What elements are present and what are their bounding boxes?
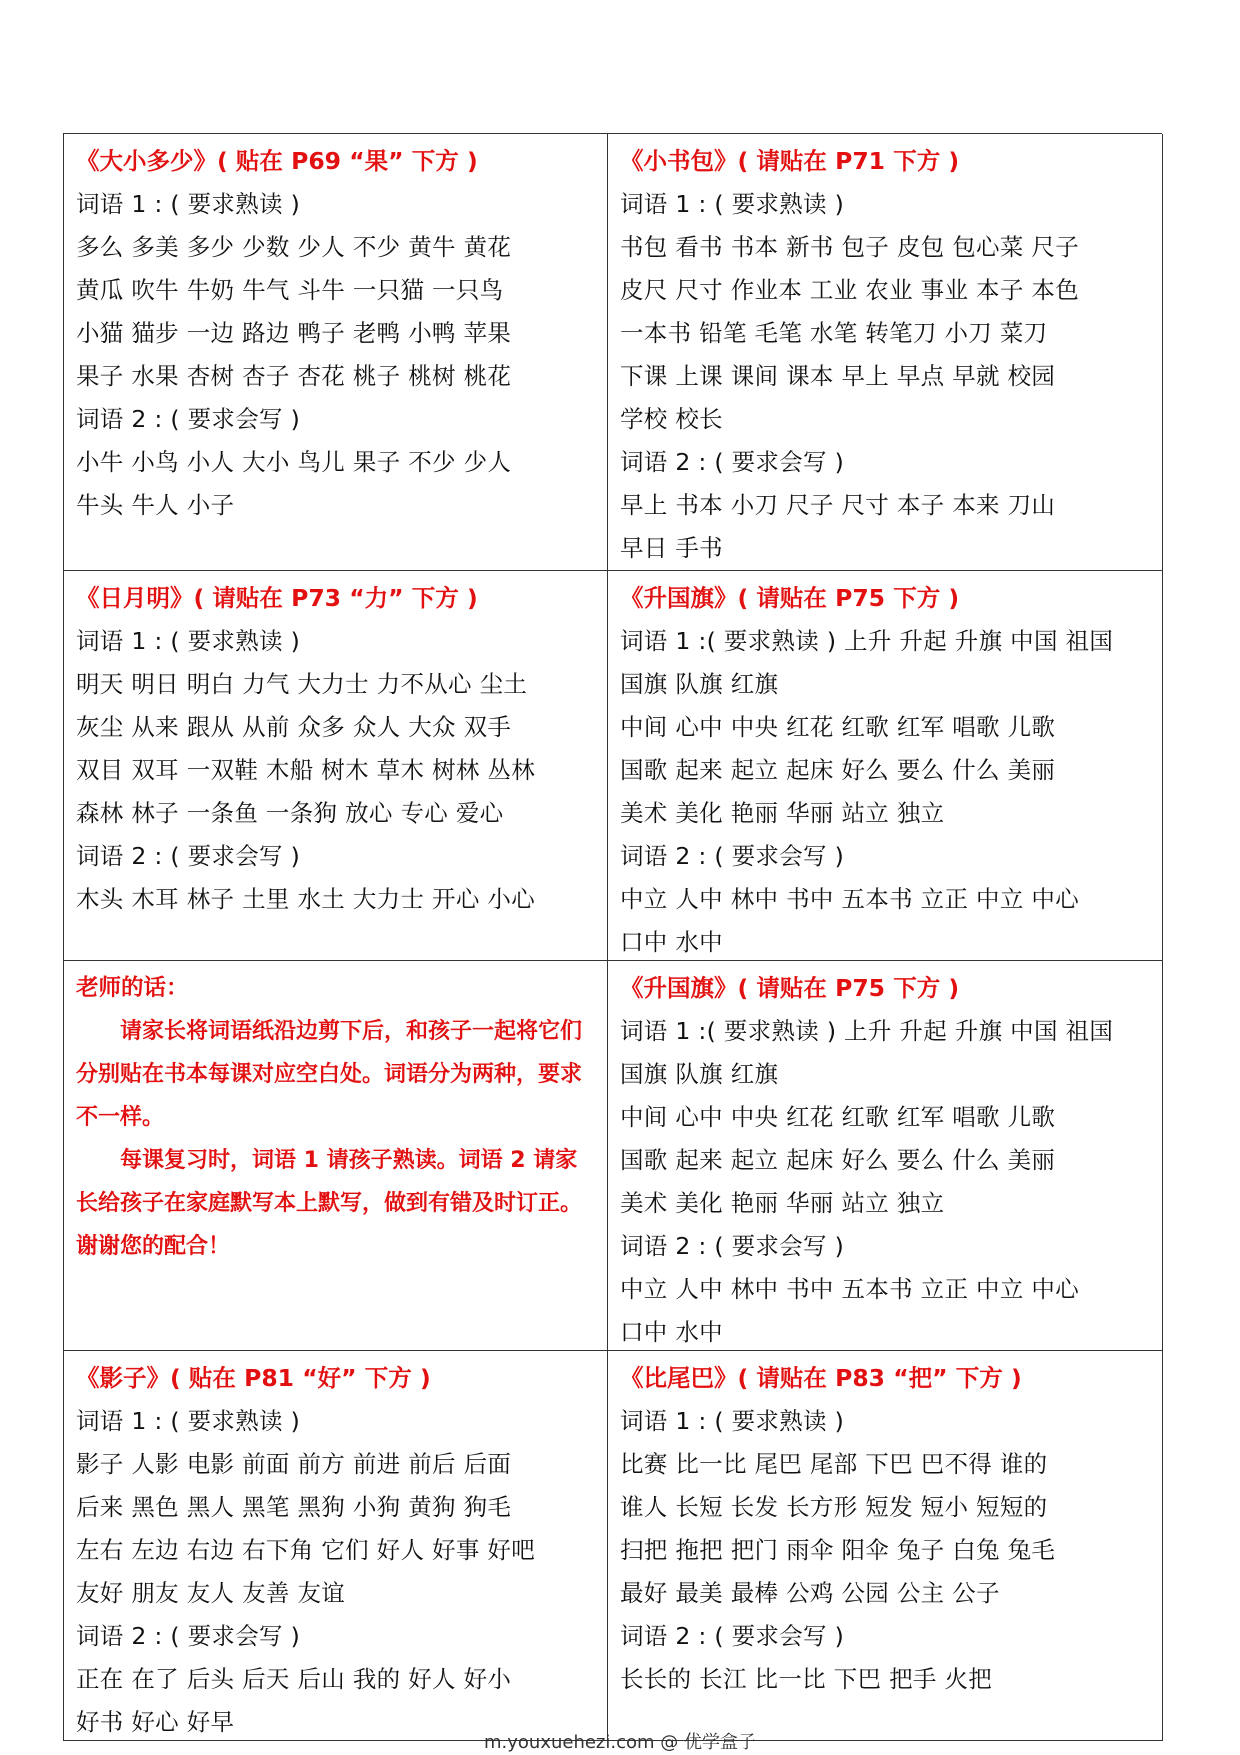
word-line: 美术 美化 艳丽 华丽 站立 独立 [620,799,945,827]
word-line: 词语 1 : ( 要求熟读 ) [76,627,301,655]
word-line: 早上 书本 小刀 尺子 尺寸 本子 本来 刀山 [620,491,1056,519]
word-line: 国旗 队旗 红旗 [620,1060,779,1088]
word-line: 中间 心中 中央 红花 红歌 红军 唱歌 儿歌 [620,1103,1056,1131]
lesson-title: 《升国旗》( 请贴在 P75 下方 ) [620,974,960,1002]
word-line: 早日 手书 [620,534,723,562]
cell-bi-wei-ba [608,1351,1163,1741]
footer-watermark: m.youxuehezi.com @ 优学盒子 [483,1732,756,1753]
word-line: 国旗 队旗 红旗 [620,670,779,698]
word-line: 词语 1 : ( 要求熟读 ) [76,190,301,218]
word-line: 扫把 拖把 把门 雨伞 阳伞 兔子 白兔 兔毛 [620,1536,1056,1564]
word-line: 国歌 起来 起立 起床 好么 要么 什么 美丽 [620,1146,1056,1174]
word-line: 词语 2 : ( 要求会写 ) [76,405,301,433]
word-line: 牛头 牛人 小子 [76,491,235,519]
word-line: 词语 1 :( 要求熟读 ) 上升 升起 升旗 中国 祖国 [620,1017,1114,1045]
word-line: 词语 2 : ( 要求会写 ) [620,842,845,870]
word-line: 最好 最美 最棒 公鸡 公园 公主 公子 [620,1579,1000,1607]
teacher-note-title: 老师的话： [76,975,189,1001]
word-line: 词语 2 : ( 要求会写 ) [620,1232,845,1260]
word-line: 影子 人影 电影 前面 前方 前进 前后 后面 [76,1450,512,1478]
word-line: 小猫 猫步 一边 路边 鸭子 老鸭 小鸭 苹果 [76,319,512,347]
word-line: 词语 2 : ( 要求会写 ) [76,842,301,870]
teacher-note-paragraph: 每课复习时，词语 1 请孩子熟读。词语 2 请家长给孩子在家庭默写本上默写，做到有错及时订正。谢谢您的配合！ [76,1148,583,1259]
vocabulary-table [63,133,1162,1741]
word-line: 学校 校长 [620,405,723,433]
word-line: 词语 2 : ( 要求会写 ) [620,448,845,476]
word-line: 左右 左边 右边 右下角 它们 好人 好事 好吧 [76,1536,535,1564]
word-line: 谁人 长短 长发 长方形 短发 短小 短短的 [620,1493,1048,1521]
word-line: 词语 2 : ( 要求会写 ) [620,1622,845,1650]
word-line: 木头 木耳 林子 土里 水土 大力士 开心 小心 [76,885,535,913]
word-line: 词语 1 : ( 要求熟读 ) [620,1407,845,1435]
word-line: 中间 心中 中央 红花 红歌 红军 唱歌 儿歌 [620,713,1056,741]
lesson-title: 《比尾巴》( 请贴在 P83 “把” 下方 ) [620,1364,1022,1392]
lesson-title: 《日月明》( 请贴在 P73 “力” 下方 ) [76,584,478,612]
word-line: 词语 1 : ( 要求熟读 ) [76,1407,301,1435]
word-line: 长长的 长江 比一比 下巴 把手 火把 [620,1665,993,1693]
word-line: 一本书 铅笔 毛笔 水笔 转笔刀 小刀 菜刀 [620,319,1048,347]
word-line: 灰尘 从来 跟从 从前 众多 众人 大众 双手 [76,713,512,741]
lesson-title: 《小书包》( 请贴在 P71 下方 ) [620,147,960,175]
word-line: 双目 双耳 一双鞋 木船 树木 草木 树林 丛林 [76,756,535,784]
word-line: 明天 明日 明白 力气 大力士 力不从心 尘土 [76,670,528,698]
word-line: 国歌 起来 起立 起床 好么 要么 什么 美丽 [620,756,1056,784]
word-line: 中立 人中 林中 书中 五本书 立正 中立 中心 [620,1275,1079,1303]
word-line: 果子 水果 杏树 杏子 杏花 桃子 桃树 桃花 [76,362,512,390]
word-line: 友好 朋友 友人 友善 友谊 [76,1579,346,1607]
lesson-title: 《影子》( 贴在 P81 “好” 下方 ) [76,1364,431,1392]
word-line: 正在 在了 后头 后天 后山 我的 好人 好小 [76,1665,512,1693]
word-line: 后来 黑色 黑人 黑笔 黑狗 小狗 黄狗 狗毛 [76,1493,512,1521]
cell-da-xiao-duo-shao [64,134,608,571]
word-line: 小牛 小鸟 小人 大小 鸟儿 果子 不少 少人 [76,448,512,476]
word-line: 好书 好心 好早 [76,1708,235,1736]
teacher-note-paragraph: 请家长将词语纸沿边剪下后，和孩子一起将它们分别贴在书本每课对应空白处。词语分为两种，要求不一样。 [76,1019,583,1130]
cell-sheng-guo-qi-repeat [608,961,1163,1351]
word-line: 多么 多美 多少 少数 少人 不少 黄牛 黄花 [76,233,512,261]
cell-teacher-note [64,961,608,1351]
word-line: 书包 看书 书本 新书 包子 皮包 包心菜 尺子 [620,233,1079,261]
word-line: 词语 1 : ( 要求熟读 ) [620,190,845,218]
cell-ri-yue-ming [64,571,608,961]
word-line: 美术 美化 艳丽 华丽 站立 独立 [620,1189,945,1217]
word-line: 森林 林子 一条鱼 一条狗 放心 专心 爱心 [76,799,504,827]
word-line: 中立 人中 林中 书中 五本书 立正 中立 中心 [620,885,1079,913]
word-line: 皮尺 尺寸 作业本 工业 农业 事业 本子 本色 [620,276,1079,304]
word-line: 黄瓜 吹牛 牛奶 牛气 斗牛 一只猫 一只鸟 [76,276,504,304]
word-line: 口中 水中 [620,928,723,956]
word-line: 词语 1 :( 要求熟读 ) 上升 升起 升旗 中国 祖国 [620,627,1114,655]
cell-sheng-guo-qi [608,571,1163,961]
word-line: 比赛 比一比 尾巴 尾部 下巴 巴不得 谁的 [620,1450,1048,1478]
word-line: 下课 上课 课间 课本 早上 早点 早就 校园 [620,362,1056,390]
lesson-title: 《升国旗》( 请贴在 P75 下方 ) [620,584,960,612]
lesson-title: 《大小多少》( 贴在 P69 “果” 下方 ) [76,147,478,175]
cell-xiao-shu-bao [608,134,1163,571]
word-line: 口中 水中 [620,1318,723,1346]
word-line: 词语 2 : ( 要求会写 ) [76,1622,301,1650]
cell-ying-zi [64,1351,608,1741]
